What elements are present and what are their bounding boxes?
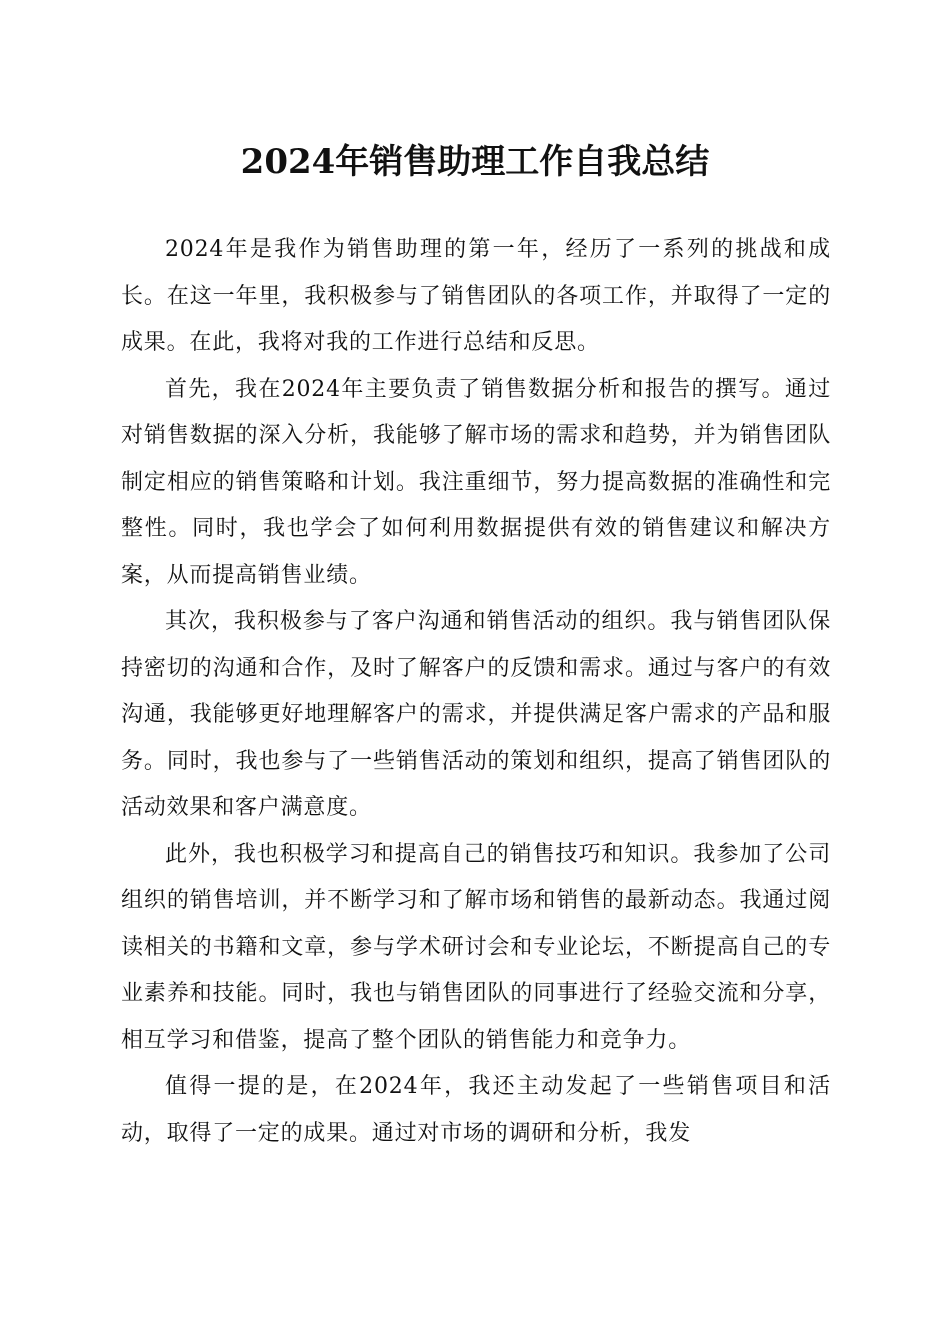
paragraph-customer-communication: 其次，我积极参与了客户沟通和销售活动的组织。我与销售团队保持密切的沟通和合作，及时了解客户的反馈和需求。通过与客户的有效沟通，我能够更好地理解客户的需求，并提供满足客户需求的产品和服务。同时，我也参与了一些销售活动的策划和组织，提高了销售团队的活动效果和客户满意度。	[121, 609, 831, 820]
document-body	[121, 227, 831, 1157]
paragraph-data-analysis: 首先，我在2024年主要负责了销售数据分析和报告的撰写。通过对销售数据的深入分析，我能够了解市场的需求和趋势，并为销售团队制定相应的销售策略和计划。我注重细节，努力提高数据的准确性和完整性。同时，我也学会了如何利用数据提供有效的销售建议和解决方案，从而提高销售业绩。	[121, 376, 831, 588]
document-title: 2024年销售助理工作自我总结	[240, 142, 710, 182]
paragraph-intro: 2024年是我作为销售助理的第一年，经历了一系列的挑战和成长。在这一年里，我积极参与了销售团队的各项工作，并取得了一定的成果。在此，我将对我的工作进行总结和反思。	[121, 237, 831, 355]
paragraph-learning: 此外，我也积极学习和提高自己的销售技巧和知识。我参加了公司组织的销售培训，并不断学习和了解市场和销售的最新动态。我通过阅读相关的书籍和文章，参与学术研讨会和专业论坛，不断提高自己的专业素养和技能。同时，我也与销售团队的同事进行了经验交流和分享，相互学习和借鉴，提高了整个团队的销售能力和竞争力。	[121, 841, 831, 1053]
paragraph-projects: 值得一提的是，在2024年，我还主动发起了一些销售项目和活动，取得了一定的成果。通过对市场的调研和分析，我发	[121, 1074, 831, 1146]
